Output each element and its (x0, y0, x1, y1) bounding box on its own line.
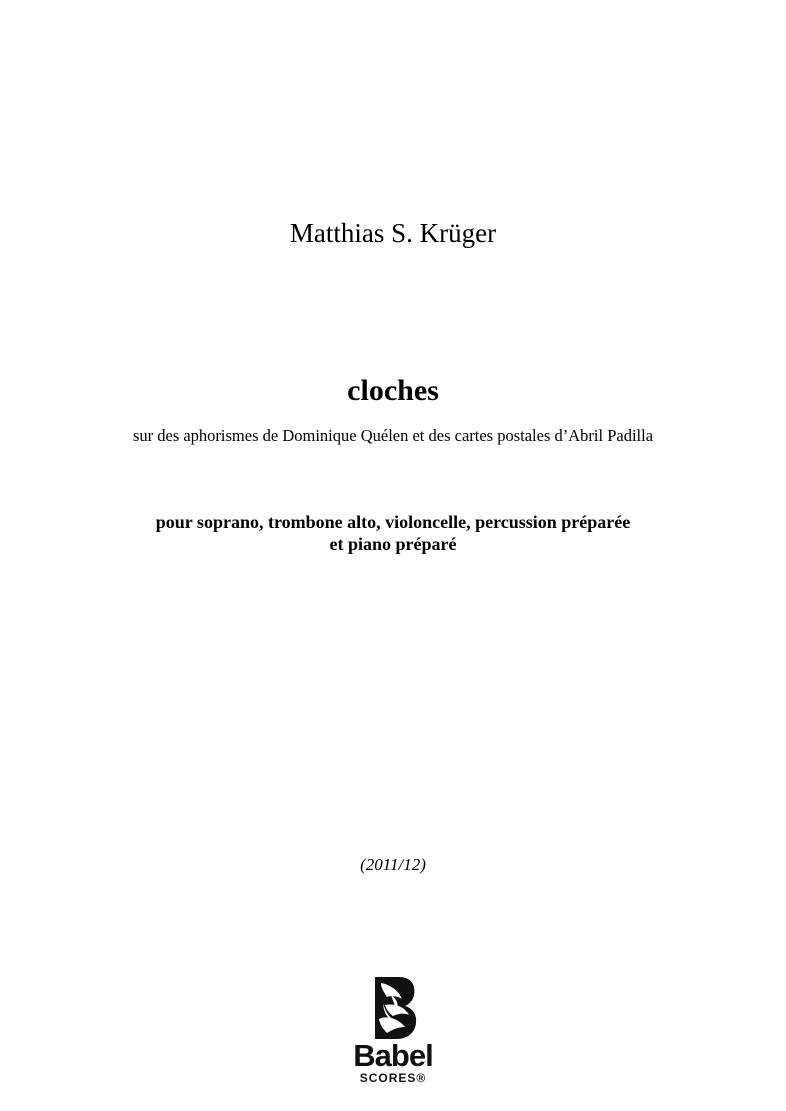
publisher-logo-sub: SCORES® (359, 1071, 427, 1085)
publisher-logo-name: Babel (353, 1038, 433, 1073)
work-title: cloches (347, 374, 439, 407)
instrumentation-line-2: et piano préparé (329, 534, 457, 554)
babel-scores-logo-icon (369, 975, 419, 1041)
work-subtitle: sur des aphorismes de Dominique Quélen et des cartes postales d’Abril Padilla (132, 426, 654, 445)
composition-year: (2011/12) (360, 855, 426, 874)
instrumentation (0, 511, 786, 555)
instrumentation-line-1: pour soprano, trombone alto, violoncelle, percussion préparée (155, 512, 631, 532)
publisher-logo (343, 975, 443, 1090)
composer-name: Matthias S. Krüger (289, 218, 497, 248)
